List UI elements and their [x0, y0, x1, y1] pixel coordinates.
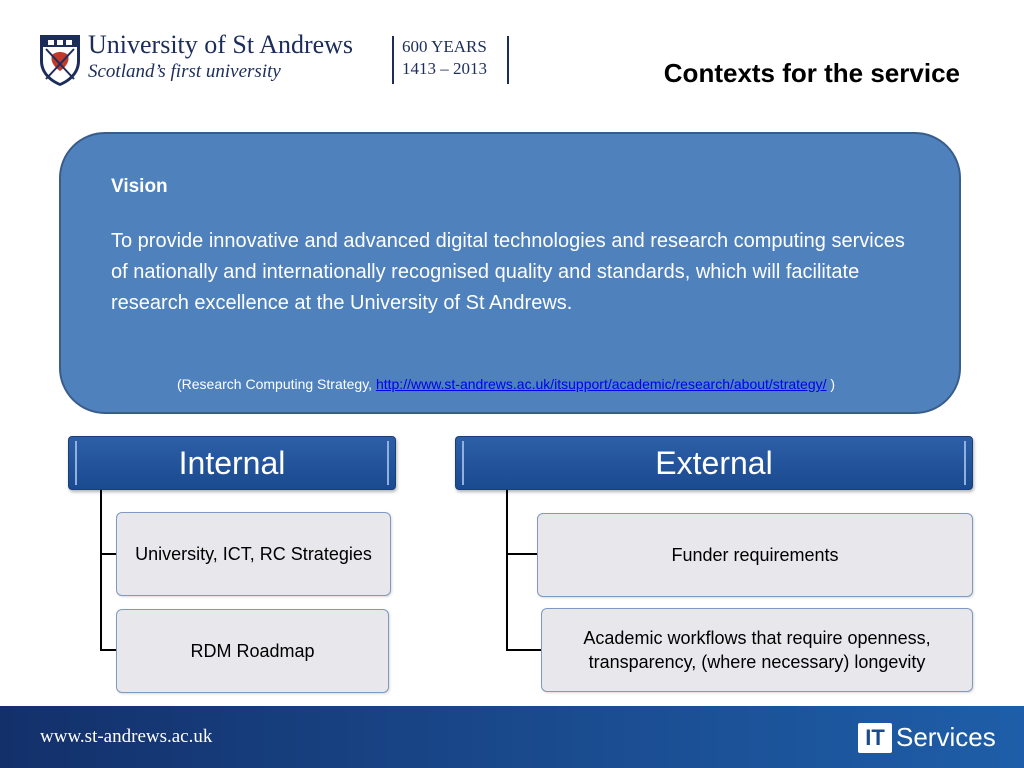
- source-suffix: ): [826, 376, 836, 392]
- external-header: External: [455, 436, 973, 490]
- it-services-word: Services: [896, 722, 996, 752]
- it-badge: IT: [858, 723, 892, 753]
- anniversary-box: [392, 36, 509, 84]
- internal-connector-trunk: [100, 490, 102, 651]
- vision-source: [177, 376, 835, 392]
- strategy-link[interactable]: http://www.st-andrews.ac.uk/itsupport/academic/research/about/strategy/: [375, 376, 827, 392]
- external-connector-trunk: [506, 490, 508, 651]
- internal-item: RDM Roadmap: [116, 609, 389, 693]
- vision-text: To provide innovative and advanced digital technologies and research computing services of nationally and internationally recognised quality and standards, which will facilitate research excellence at the University of St Andrews.: [111, 230, 905, 314]
- external-item: Funder requirements: [537, 513, 973, 597]
- external-connector-branch: [506, 649, 541, 651]
- slide-title: Contexts for the service: [663, 58, 960, 88]
- internal-item: University, ICT, RC Strategies: [116, 512, 391, 596]
- external-connector-branch: [506, 553, 537, 555]
- university-name: University of St Andrews: [88, 30, 354, 59]
- it-services-logo: [858, 722, 996, 753]
- source-prefix: (Research Computing Strategy,: [177, 376, 376, 392]
- internal-connector-branch: [100, 553, 116, 555]
- university-crest-icon: [38, 33, 82, 87]
- external-item: Academic workflows that require openness, transparency, (where necessary) longevity: [541, 608, 973, 692]
- university-tagline: Scotland’s first university: [88, 61, 281, 82]
- footer-url: www.st-andrews.ac.uk: [40, 726, 213, 747]
- vision-heading: Vision: [111, 176, 168, 197]
- anniversary-line2: 1413 – 2013: [402, 59, 487, 78]
- internal-header: Internal: [68, 436, 396, 490]
- anniversary-line1: 600 YEARS: [402, 37, 487, 56]
- vision-box: [59, 132, 961, 414]
- internal-connector-branch: [100, 649, 116, 651]
- footer-bar: [0, 706, 1024, 768]
